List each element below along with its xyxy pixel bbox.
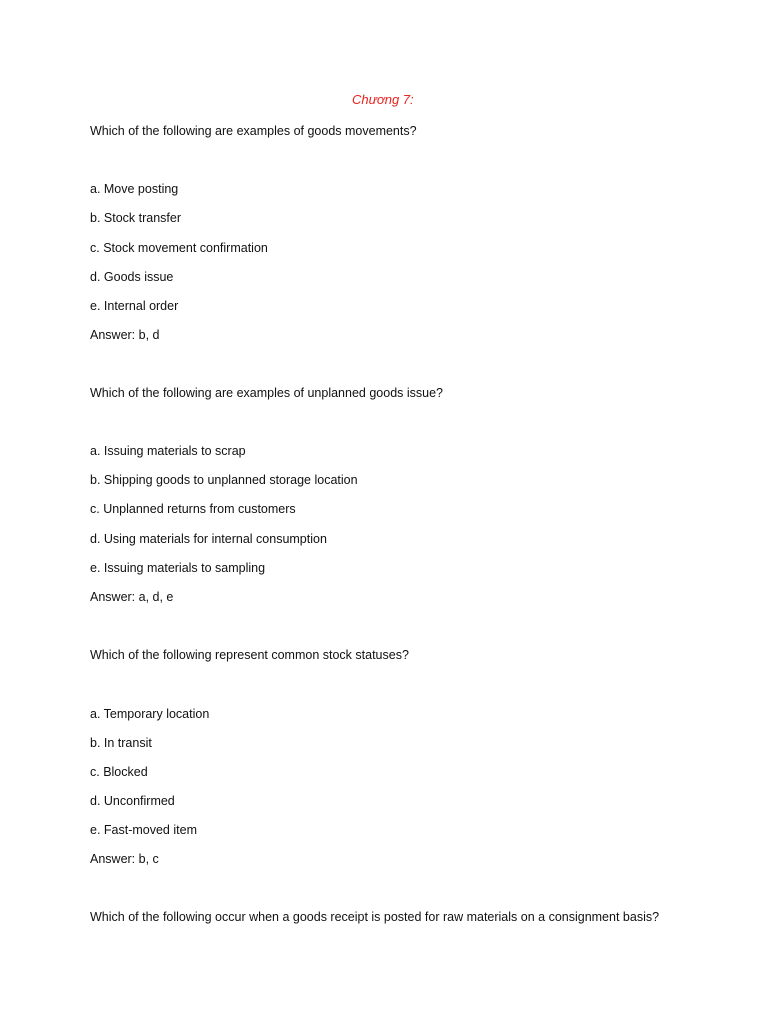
answer-option: e. Issuing materials to sampling	[90, 561, 266, 575]
answer-key: Answer: b, c	[90, 852, 159, 866]
answer-key: Answer: b, d	[90, 328, 160, 342]
answer-key: Answer: a, d, e	[90, 590, 174, 604]
answer-option: a. Temporary location	[90, 707, 210, 721]
answer-option: b. Shipping goods to unplanned storage location	[90, 473, 358, 487]
question-text: Which of the following are examples of goods movements?	[90, 124, 417, 138]
question-text: Which of the following are examples of unplanned goods issue?	[90, 386, 443, 400]
answer-option: d. Using materials for internal consumption	[90, 532, 327, 546]
question-text: Which of the following occur when a goods receipt is posted for raw materials on a consignment basis?	[90, 910, 660, 924]
answer-option: a. Issuing materials to scrap	[90, 444, 246, 458]
chapter-title: Chương 7:	[352, 92, 414, 107]
answer-option: d. Unconfirmed	[90, 794, 175, 808]
question-text: Which of the following represent common stock statuses?	[90, 648, 409, 662]
answer-option: d. Goods issue	[90, 270, 174, 284]
answer-option: c. Blocked	[90, 765, 148, 779]
answer-option: c. Stock movement confirmation	[90, 241, 268, 255]
answer-option: e. Fast-moved item	[90, 823, 197, 837]
answer-option: c. Unplanned returns from customers	[90, 502, 296, 516]
answer-option: a. Move posting	[90, 182, 179, 196]
answer-option: b. Stock transfer	[90, 211, 182, 225]
answer-option: b. In transit	[90, 736, 152, 750]
answer-option: e. Internal order	[90, 299, 179, 313]
